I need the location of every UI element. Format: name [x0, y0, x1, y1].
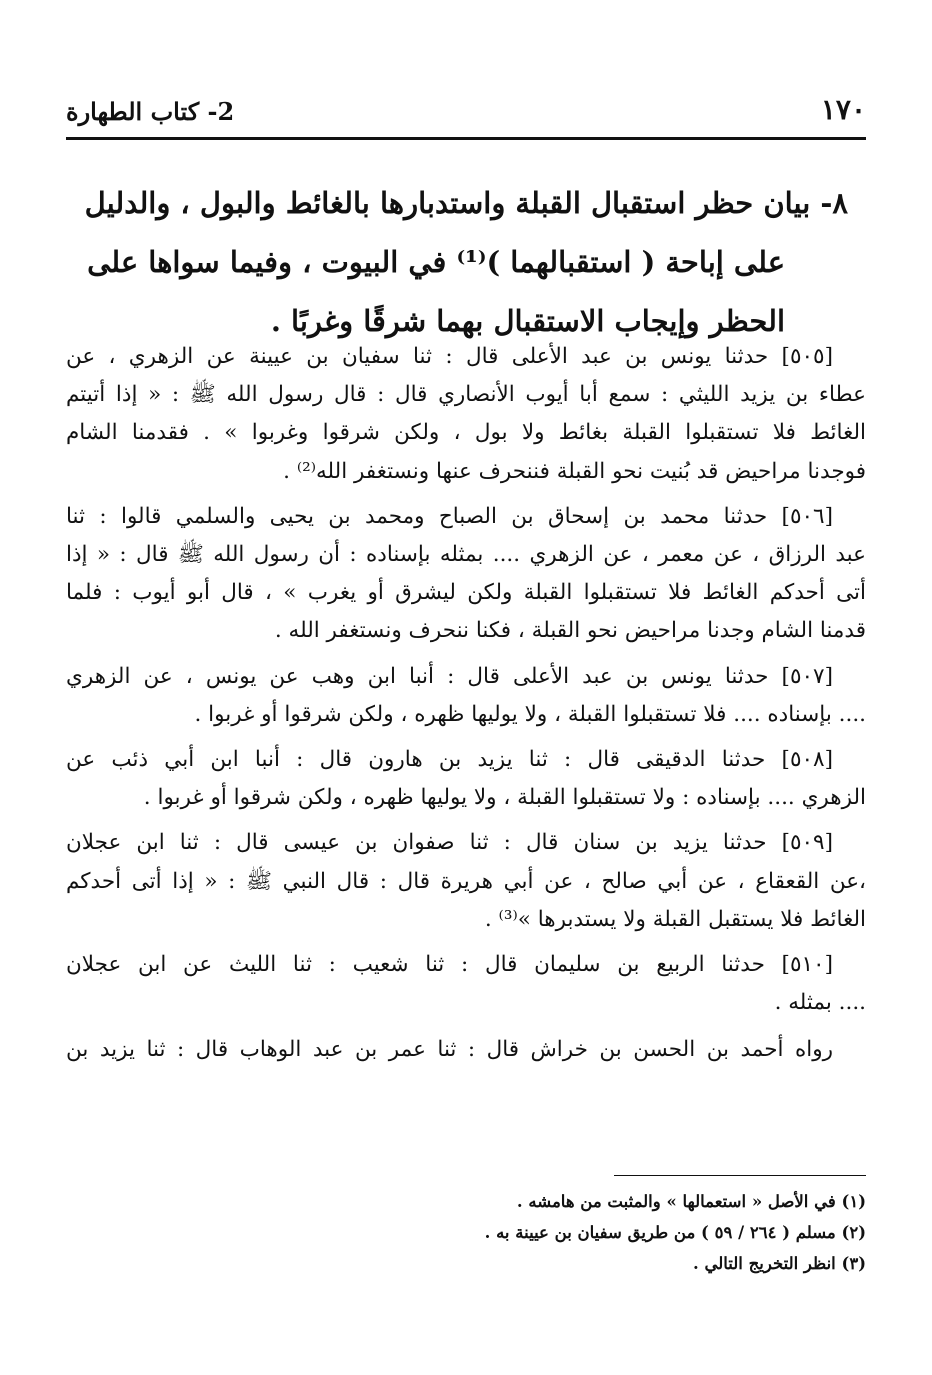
hadith-line: [٥٠٧] حدثنا يونس بن عبد الأعلى قال : أنبا ابن وهب عن يونس ، عن الزهري	[66, 663, 833, 689]
page-number: ١٧٠	[820, 93, 866, 126]
hadith-line: الغائط فلا تستقبلوا القبلة بغائط ولا بول ، ولكن شرقوا وغربوا » . فقدمنا الشام	[66, 420, 866, 446]
hadith-line: [٥١٠] حدثنا الربيع بن سليمان قال : ثنا شعيب : ثنا الليث عن ابن عجلان	[66, 952, 833, 978]
chapter-heading-line: على إباحة ( استقبالهما )⁽¹⁾ في البيوت ، وفيما سواها على	[87, 245, 785, 279]
footnote-1: (١) في الأصل « استعمالها » والمثبت من هامشه .	[516, 1192, 866, 1211]
hadith-510	[66, 946, 866, 1022]
hadith-508	[66, 741, 866, 817]
hadith-line: [٥٠٩] حدثنا يزيد بن سنان قال : ثنا صفوان بن عيسى قال : ثنا ابن عجلان	[66, 830, 833, 856]
hadith-509	[66, 824, 866, 939]
hadith-line: عطاء بن يزيد الليثي : سمع أبا أيوب الأنصاري قال : قال رسول الله ﷺ : « إذا أتيتم	[66, 382, 866, 408]
hadith-line: .... بإسناده .... فلا تستقبلوا القبلة ، ولا يوليها ظهره ، ولكن شرقوا أو غربوا .	[194, 701, 866, 727]
hadith-507	[66, 658, 866, 734]
hadith-line: أتى أحدكم الغائط فلا تستقبلوا القبلة ولكن ليشرق أو يغرب » ، قال أبو أيوب : فلما	[66, 580, 866, 606]
book-title: 2- كتاب الطهارة	[66, 97, 235, 126]
chapter-heading-line: ٨- بيان حظر استقبال القبلة واستدبارها بالغائط والبول ، والدليل	[84, 186, 848, 220]
hadith-line: عبد الرزاق ، عن معمر ، عن الزهري .... بمثله بإسناده : أن رسول الله ﷺ قال : « إذا	[66, 542, 866, 568]
hadith-line: الغائط فلا يستقبل القبلة ولا يستدبرها »⁽³⁾ .	[484, 906, 866, 932]
header-rule	[66, 137, 866, 140]
riwaya-paragraph	[66, 1031, 866, 1069]
chapter-heading-line: الحظر وإيجاب الاستقبال بهما شرقًا وغربًا .	[270, 304, 785, 338]
hadith-line: فوجدنا مراحيض قد بُنيت نحو القبلة فننحرف عنها ونستغفر الله⁽²⁾ .	[283, 458, 866, 484]
hadith-line: الزهري .... بإسناده : ولا تستقبلوا القبلة ، ولا يوليها ظهره ، ولكن شرقوا أو غربوا .	[143, 785, 866, 811]
hadith-line: [٥٠٥] حدثنا يونس بن عبد الأعلى قال : ثنا سفيان بن عيينة عن الزهري ، عن	[66, 344, 833, 369]
riwaya-line: رواه أحمد بن الحسن بن خراش قال : ثنا عمر بن عبد الوهاب قال : ثنا يزيد بن	[66, 1037, 833, 1063]
footnote-2: (٢) مسلم ( ٢٦٤ / ٥٩ ) من طريق سفيان بن عيينة به .	[484, 1223, 866, 1242]
hadith-line: [٥٠٨] حدثنا الدقيقى قال : ثنا يزيد بن هارون قال : أنبا ابن أبي ذئب عن	[66, 747, 833, 773]
hadith-line: [٥٠٦] حدثنا محمد بن إسحاق بن الصباح ومحمد بن يحيى والسلمي قالوا : ثنا	[66, 503, 833, 529]
hadith-505	[66, 338, 866, 491]
footnotes	[66, 1186, 866, 1279]
hadith-506	[66, 498, 866, 651]
running-header	[66, 86, 866, 126]
hadith-line: .... بمثله .	[774, 990, 866, 1016]
hadith-line: قدمنا الشام وجدنا مراحيض نحو القبلة ، فكنا ننحرف ونستغفر الله .	[274, 618, 866, 644]
footnote-rule	[614, 1175, 866, 1176]
body-text	[66, 338, 866, 1077]
hadith-line: ،عن القعقاع ، عن أبي صالح ، عن أبي هريرة قال : قال النبي ﷺ : « إذا أتى أحدكم	[66, 868, 866, 894]
chapter-heading	[66, 174, 848, 351]
footnote-3: (٣) انظر التخريج التالي .	[692, 1254, 866, 1273]
